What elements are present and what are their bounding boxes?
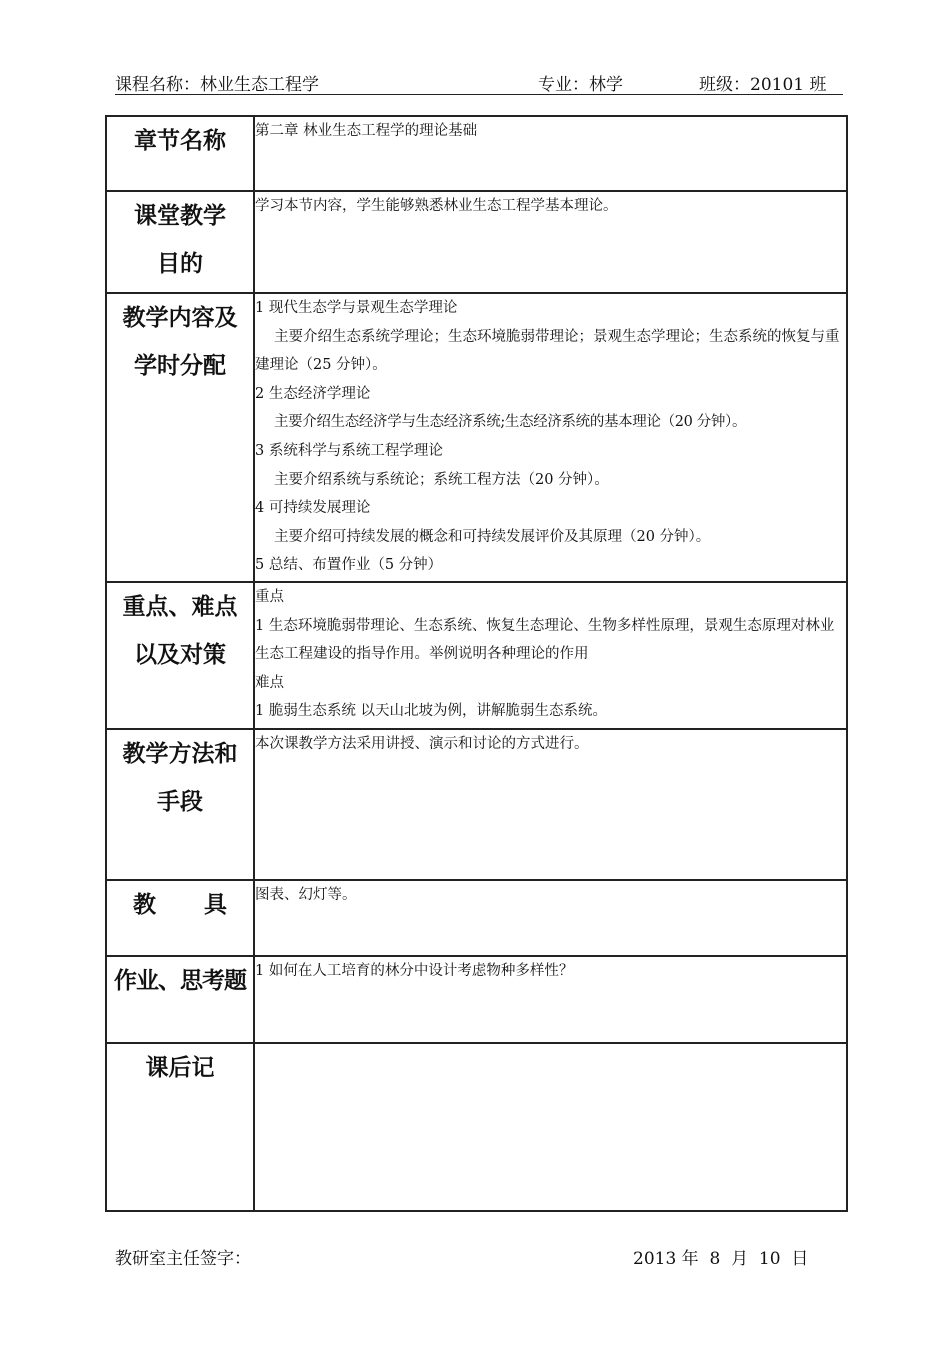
content-line: 4 可持续发展理论 <box>255 500 371 517</box>
row-objective <box>106 191 847 293</box>
date: 2013 年 8 月 10 日 <box>633 1249 809 1269</box>
content-line: 2 生态经济学理论 <box>255 385 371 402</box>
label-line: 重点、难点 <box>122 594 238 620</box>
content-line: 主要介绍可持续发展的概念和可持续发展评价及其原理（20 分钟）。 <box>274 528 711 545</box>
content-line: 图表、幻灯等。 <box>255 887 357 903</box>
content-objective <box>254 191 847 293</box>
content-line: 主要介绍生态系统学理论；生态环境脆弱带理论；景观生态学理论；生态系统的恢复与重建理论（25 分钟）。 <box>255 328 840 374</box>
content-line: 1 现代生态学与景观生态学理论 <box>255 300 458 316</box>
major: 专业：林学 <box>538 75 623 95</box>
row-key-points <box>106 582 847 729</box>
content-chapter <box>254 116 847 191</box>
label-line: 教学内容及 <box>122 305 238 331</box>
content-line: 主要介绍系统与系统论；系统工程方法（20 分钟）。 <box>274 471 609 488</box>
content-teaching <box>254 293 847 582</box>
content-line: 5 总结、布置作业（5 分钟） <box>255 557 443 574</box>
content-homework <box>254 956 847 1043</box>
row-content <box>106 293 847 582</box>
label-homework <box>106 956 254 1043</box>
label-notes <box>106 1043 254 1211</box>
signature-label: 教研室主任签字： <box>115 1249 251 1269</box>
content-line: 学习本节内容，学生能够熟悉林业生态工程学基本理论。 <box>255 198 618 214</box>
content-line: 1 如何在人工培育的林分中设计考虑物种多样性？ <box>255 963 574 979</box>
label-line: 课后记 <box>145 1055 215 1081</box>
label-line: 作业、思考题 <box>114 968 246 994</box>
label-chapter <box>106 116 254 191</box>
label-line: 学时分配 <box>134 353 226 379</box>
label-content <box>106 293 254 582</box>
label-objective <box>106 191 254 293</box>
content-line: 3 系统科学与系统工程学理论 <box>255 442 443 459</box>
class-name: 班级：20101 班 <box>699 75 827 95</box>
row-tools <box>106 880 847 956</box>
page-header <box>115 68 843 95</box>
content-method <box>254 729 847 880</box>
row-chapter <box>106 116 847 191</box>
label-key-points <box>106 582 254 729</box>
content-line: 本次课教学方法采用讲授、演示和讨论的方式进行。 <box>255 736 589 752</box>
content-line: 重点 <box>255 589 284 605</box>
content-key-points <box>254 582 847 729</box>
label-line: 以及对策 <box>134 642 226 668</box>
content-notes <box>254 1043 847 1211</box>
label-method <box>106 729 254 880</box>
label-line: 章节名称 <box>134 128 226 154</box>
row-notes <box>106 1043 847 1211</box>
label-tools <box>106 880 254 956</box>
content-line: 1 脆弱生态系统 以天山北坡为例，讲解脆弱生态系统。 <box>255 703 607 720</box>
content-tools <box>254 880 847 956</box>
label-line: 目的 <box>157 251 203 277</box>
label-line: 手段 <box>157 789 203 815</box>
content-line: 第二章 林业生态工程学的理论基础 <box>255 123 478 139</box>
row-homework <box>106 956 847 1043</box>
content-line: 主要介绍生态经济学与生态经济系统;生态经济系统的基本理论（20 分钟）。 <box>274 414 747 431</box>
label-line: 教学方法和 <box>122 741 238 767</box>
content-line: 难点 <box>255 674 284 691</box>
row-method <box>106 729 847 880</box>
content-line: 1 生态环境脆弱带理论、生态系统、恢复生态理论、生物多样性原理，景观生态原理对林业生态工程建设的指导作用。举例说明各种理论的作用 <box>255 617 835 663</box>
label-line: 教 具 <box>132 892 228 918</box>
label-line: 课堂教学 <box>134 203 226 229</box>
lesson-plan-table <box>105 115 848 1212</box>
course-name: 课程名称：林业生态工程学 <box>115 75 319 95</box>
